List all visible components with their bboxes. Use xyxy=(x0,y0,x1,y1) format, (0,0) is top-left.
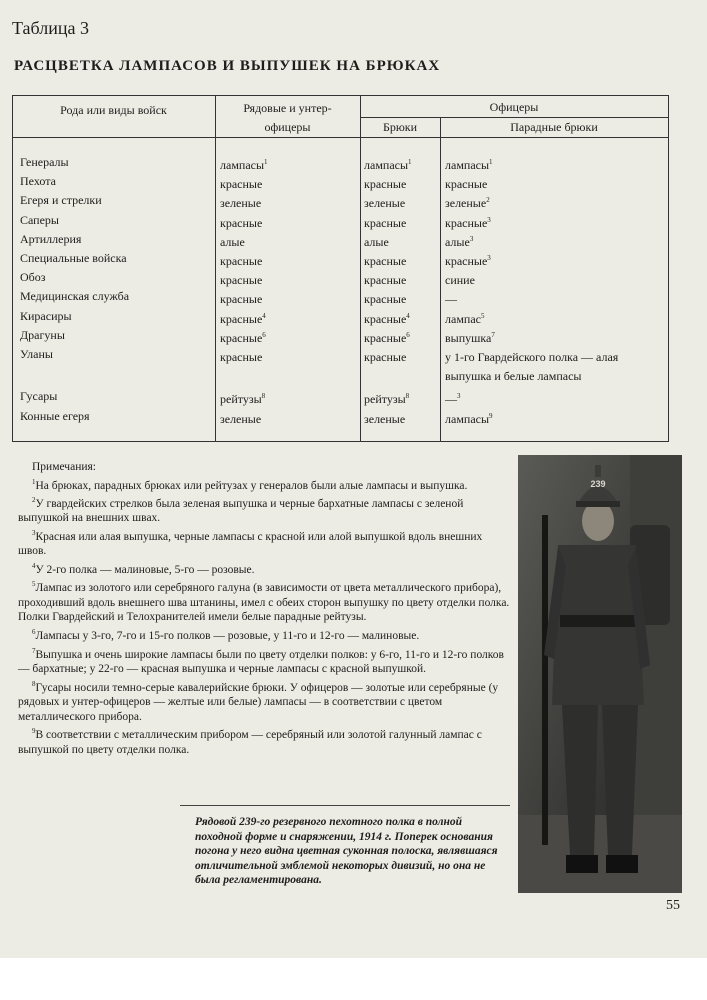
header-officers: Офицеры xyxy=(489,100,539,114)
cell-ranks-text: лампасы xyxy=(220,158,265,172)
cell-trousers-text: красные xyxy=(364,273,407,288)
cell-parade-text: красные xyxy=(445,254,488,268)
footnote xyxy=(18,526,512,559)
color-table xyxy=(12,95,669,442)
footnote-ref: 6 xyxy=(262,330,266,339)
footnote-ref: 3 xyxy=(457,392,461,401)
footnote-text: В соответствии с металлическим прибором — серебряный или золотой галунный лампас с выпушкой по цвету отделки полка. xyxy=(18,728,482,756)
cell-parade-text: выпушка xyxy=(445,330,492,345)
cell-ranks-text: зеленые xyxy=(220,411,262,426)
cell-ranks-text: красные xyxy=(220,311,263,326)
cell-parade-text: красные xyxy=(445,177,488,192)
footnote-text: Гусары носили темно-серые кавалерийские брюки. У офицеров — золотые или серебряные (у рядовых и унтер-офицеров — желтые или белые) лампасы — в соответствии с цветом металлического прибора. xyxy=(18,681,499,723)
header-divider-main xyxy=(12,137,668,138)
cell-parade-text: выпушка и белые лампасы xyxy=(445,369,582,384)
footnote-ref: 8 xyxy=(405,392,410,401)
cell-branch-text: Егеря и стрелки xyxy=(20,193,102,208)
notes-heading: Примечания: xyxy=(32,461,96,473)
footnote-ref: 1 xyxy=(264,158,268,166)
footnote-ref: 9 xyxy=(489,411,493,420)
cell-trousers-text: красные xyxy=(364,254,407,268)
header-branch: Рода или виды войск xyxy=(60,103,167,117)
cell-ranks-text: алые xyxy=(220,234,245,249)
footnote xyxy=(18,493,512,526)
header-ranks-line1: Рядовые и унтер- xyxy=(243,101,332,115)
cell-ranks-text: красные xyxy=(220,177,263,192)
cell-trousers xyxy=(364,345,406,367)
cell-branch xyxy=(20,387,57,406)
footnote-text: Лампасы у 3-го, 7-го и 15-го полков — розовые, у 11-го и 12-го — малиновые. xyxy=(35,629,420,642)
cell-trousers-text: красные xyxy=(364,177,407,192)
cell-parade-text: лампасы xyxy=(445,158,490,172)
cell-branch-text: Конные егеря xyxy=(20,408,90,423)
footnote-number: 3 xyxy=(32,529,36,538)
cell-branch xyxy=(20,211,59,230)
cell-trousers-text: зеленые xyxy=(364,196,406,211)
cell-branch xyxy=(20,307,72,326)
footnote-text: У 2-го полка — малиновые, 5-го — розовые. xyxy=(35,563,255,576)
footnote-number: 9 xyxy=(32,727,36,736)
cell-trousers-text: красные xyxy=(364,292,407,307)
cell-trousers-text: красные xyxy=(364,311,407,326)
footnote-ref: 4 xyxy=(406,311,410,320)
cell-branch xyxy=(20,345,53,364)
cell-trousers-text: лампасы xyxy=(364,158,409,172)
footnote-ref: 8 xyxy=(261,392,266,401)
footnote-ref: 1 xyxy=(489,158,493,166)
column-divider-2 xyxy=(360,95,361,441)
cell-branch xyxy=(20,153,69,172)
cell-trousers-text: рейтузы xyxy=(364,392,406,407)
cell-branch xyxy=(20,287,129,306)
cell-parade-text: — xyxy=(445,392,457,407)
cell-ranks-text: красные xyxy=(220,330,263,345)
column-divider-1 xyxy=(215,95,216,441)
notes-section xyxy=(18,460,512,757)
footnote-ref: 5 xyxy=(480,311,485,320)
helmet-cover-number: 239 xyxy=(590,479,606,489)
cell-parade xyxy=(445,407,493,429)
bottom-margin xyxy=(0,958,707,1000)
cell-ranks-text: красные xyxy=(220,254,263,268)
footnote-ref: 2 xyxy=(486,196,490,205)
footnote xyxy=(18,724,512,757)
cell-branch-text: Саперы xyxy=(20,212,59,227)
cell-trousers-text: красные xyxy=(364,215,407,230)
footnote xyxy=(18,559,512,577)
cell-ranks-text: зеленые xyxy=(220,196,262,211)
footnote-number: 6 xyxy=(32,628,36,637)
footnote-ref: 3 xyxy=(469,234,474,243)
cell-branch-text: Обоз xyxy=(20,270,46,285)
notes-list xyxy=(18,475,512,758)
footnote xyxy=(18,625,512,643)
cell-branch xyxy=(20,230,81,249)
table-label: Таблица 3 xyxy=(12,18,89,38)
footnote-text: Лампас из золотого или серебряного галуна (в зависимости от цвета металлического прибора), проходивший вдоль внешнего шва штанины, имел с обеих сторон выпушку по цвету отделки полка. Полки Гвардейский и Телохранителей имели белые парадные рейтузы. xyxy=(18,582,510,624)
footnote-text: У гвардейских стрелков была зеленая выпушка и черные бархатные лампасы с зеленой выпушкой на внешних швах. xyxy=(18,497,464,525)
footnote-ref: 1 xyxy=(408,158,412,166)
cell-branch-text: Уланы xyxy=(20,347,53,361)
cell-ranks xyxy=(220,407,261,429)
footnote-text: На брюках, парадных брюках или рейтузах у генералов были алые лампасы и выпушка. xyxy=(35,479,468,492)
cell-trousers xyxy=(364,407,405,429)
footnote-number: 4 xyxy=(32,562,36,571)
footnote-number: 2 xyxy=(32,496,36,505)
cell-branch xyxy=(20,191,102,210)
cell-ranks-text: красные xyxy=(220,273,263,288)
footnote-ref: 7 xyxy=(491,330,495,339)
header-trousers: Брюки xyxy=(382,120,418,134)
cell-branch xyxy=(20,249,127,268)
footnote xyxy=(18,677,512,725)
cell-trousers-text: алые xyxy=(364,234,389,249)
cell-parade-text: — xyxy=(445,292,457,307)
footnote-number: 8 xyxy=(32,679,36,688)
footnote-number: 7 xyxy=(32,646,36,655)
cell-parade-text: у 1-го Гвардейского полка — алая xyxy=(445,350,619,364)
footnote-ref: 3 xyxy=(487,215,491,224)
cell-parade-text: синие xyxy=(445,273,475,288)
footnote-text: Выпушка и очень широкие лампасы были по цвету отделки полков: у 6-го, 11-го и 12-го полков — бархатные; у 22-го — красная выпушка и черные лампасы с красной выпушкой. xyxy=(18,648,504,675)
cell-branch xyxy=(20,172,56,191)
cell-branch-text: Медицинская служба xyxy=(20,289,130,304)
cell-parade-text: алые xyxy=(445,234,470,249)
soldier-photo-image xyxy=(518,455,682,893)
cell-branch-text: Генералы xyxy=(20,155,69,169)
caption-rule xyxy=(180,805,510,806)
cell-parade-text: лампасы xyxy=(445,411,490,426)
footnote-text: Красная или алая выпушка, черные лампасы с красной или алой выпушкой вдоль внешних швов. xyxy=(18,530,483,558)
header-parade-trousers: Парадные брюки xyxy=(510,120,598,134)
cell-ranks xyxy=(220,345,262,367)
cell-parade-text: лампас xyxy=(445,311,481,326)
header-ranks-line2: офицеры xyxy=(264,120,311,134)
footnote-number: 1 xyxy=(32,477,36,486)
page-number: 55 xyxy=(666,898,680,913)
cell-parade-text: красные xyxy=(445,215,488,230)
column-divider-3 xyxy=(440,117,441,441)
footnote-ref: 3 xyxy=(487,254,491,262)
footnote-ref: 4 xyxy=(262,311,266,320)
footnote xyxy=(18,577,512,625)
cell-branch-text: Драгуны xyxy=(20,327,65,342)
cell-parade-text: зеленые xyxy=(445,196,487,211)
cell-ranks-text: красные xyxy=(220,350,263,364)
cell-branch xyxy=(20,407,90,426)
soldier-photo xyxy=(518,455,682,893)
page-title: РАСЦВЕТКА ЛАМПАСОВ И ВЫПУШЕК НА БРЮКАХ xyxy=(14,58,441,74)
cell-branch-text: Кирасиры xyxy=(20,308,72,323)
cell-branch-text: Гусары xyxy=(20,389,58,404)
cell-branch-text: Артиллерия xyxy=(20,231,82,246)
cell-trousers-text: зеленые xyxy=(364,411,406,426)
cell-branch-text: Специальные войска xyxy=(20,251,127,265)
footnote-ref: 6 xyxy=(406,330,410,339)
cell-ranks-text: красные xyxy=(220,215,263,230)
cell-ranks-text: рейтузы xyxy=(220,392,262,407)
cell-branch-text: Пехота xyxy=(20,174,56,189)
footnote-number: 5 xyxy=(32,580,36,589)
cell-trousers-text: красные xyxy=(364,350,407,364)
cell-ranks-text: красные xyxy=(220,292,263,307)
cell-branch xyxy=(20,326,65,345)
photo-caption: Рядовой 239-го резервного пехотного полка в полной походной форме и снаряжении, 1914 г. Поперек основания погона у него видна цветная суконная полоска, являвшаяся отличительной эмблемой некоторых дивизий, но она не была регламентирована. xyxy=(195,816,498,886)
footnote xyxy=(18,475,512,493)
cell-parade xyxy=(445,364,581,386)
footnote xyxy=(18,644,512,677)
cell-trousers-text: красные xyxy=(364,330,407,345)
cell-branch xyxy=(20,268,46,287)
